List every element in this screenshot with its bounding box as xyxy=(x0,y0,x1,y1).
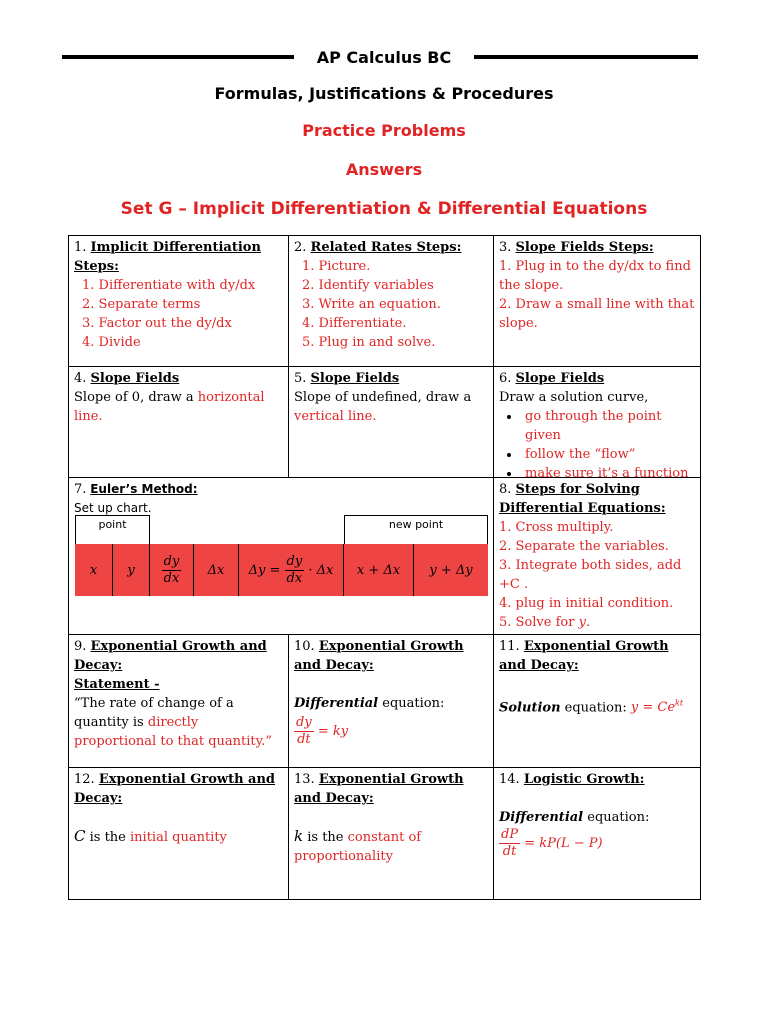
cell-text: Draw a solution curve, xyxy=(499,390,649,405)
euler-col-delta-y: Δy = $\frac{dy}{dx}$ · Δx xyxy=(239,544,344,596)
cell-answer: horizontal line. xyxy=(74,390,265,424)
cell-text: Set up chart. xyxy=(74,501,152,515)
practice-heading: Practice Problems xyxy=(302,121,466,140)
cell-number: 5. xyxy=(294,371,307,386)
cell-number: 4. xyxy=(74,371,87,386)
equation-label: Solution xyxy=(499,700,561,716)
list-item: 1. Picture. xyxy=(302,259,371,274)
cell-9 xyxy=(69,635,288,753)
cell-number: 10. xyxy=(294,639,315,654)
equation-answer: $y = Ce^{kt}$ xyxy=(630,699,684,716)
cell-title: Exponential Growth and Decay: xyxy=(499,639,669,673)
equation-label: Differential xyxy=(294,696,379,711)
cell-answer: initial quantity xyxy=(130,830,227,845)
cell-number: 9. xyxy=(74,639,87,654)
list-item: 5. Solve for y. xyxy=(499,615,591,630)
equation-answer: $\frac{dy}{dt}$ = ky xyxy=(296,715,349,747)
cell-text: “The rate of change of a quantity is xyxy=(74,696,234,730)
cell-5 xyxy=(289,367,493,428)
equation-label: Differential xyxy=(499,810,584,825)
cell-8 xyxy=(494,478,700,634)
list-item: 2. Separate the variables. xyxy=(499,539,669,554)
cell-title: Exponential Growth and Decay: xyxy=(74,772,276,806)
cell-number: 12. xyxy=(74,772,95,787)
cell-title: Exponential Growth and Decay: xyxy=(74,639,267,673)
euler-point-header: point xyxy=(75,515,150,545)
cell-title: Implicit Differentiation Steps: xyxy=(74,240,261,274)
euler-col-x-new: x + Δx xyxy=(344,544,414,596)
cell-title: Euler’s Method: xyxy=(90,482,198,496)
cell-answer: directly proportional to that quantity.” xyxy=(74,715,273,749)
cell-title: Logistic Growth: xyxy=(523,772,645,787)
cell-7 xyxy=(69,478,493,519)
cell-2 xyxy=(289,236,493,354)
euler-new-point-header: new point xyxy=(344,515,488,545)
list-item: 4. Divide xyxy=(82,335,141,350)
euler-col-delta-x: Δx xyxy=(194,544,239,596)
euler-col-y: y xyxy=(113,544,150,596)
cell-title: Slope Fields Steps: xyxy=(515,240,654,255)
list-item: 2. Identify variables xyxy=(302,278,434,293)
cell-number: 6. xyxy=(499,371,512,386)
page-subtitle: Formulas, Justifications & Procedures xyxy=(214,84,554,103)
cell-number: 11. xyxy=(499,639,520,654)
bullet-item: • follow the “flow” xyxy=(521,445,695,464)
cell-13: 13. Exponential Growth and Decay: k is the constant of proportionality xyxy=(294,772,464,864)
cell-1 xyxy=(69,236,288,354)
cell-text: Slope of 0, draw a xyxy=(74,390,194,405)
list-item: 3. Write an equation. xyxy=(302,297,441,312)
cell-answer: constant of proportionality xyxy=(294,830,422,864)
cell-number: 8. xyxy=(499,482,512,497)
euler-col-x: x xyxy=(75,544,113,596)
cell-title: Steps for Solving Differential Equations: xyxy=(499,482,666,516)
cell-6 xyxy=(494,367,700,485)
cell-number: 2. xyxy=(294,240,307,255)
cell-number: 14. xyxy=(499,772,520,787)
euler-col-y-new: y + Δy xyxy=(414,544,488,596)
page-title: AP Calculus BC xyxy=(316,48,452,67)
set-heading: Set G – Implicit Differentiation & Differential Equations xyxy=(120,199,648,219)
list-item: 4. Differentiate. xyxy=(302,316,407,331)
cell-title: Exponential Growth and Decay: xyxy=(294,639,464,673)
list-item: 1. Cross multiply. xyxy=(499,520,614,535)
cell-title: Exponential Growth and Decay: xyxy=(294,772,464,806)
cell-text: Slope of undefined, draw a xyxy=(294,390,472,405)
cell-number: 3. xyxy=(499,240,512,255)
cell-3 xyxy=(494,236,700,335)
cell-10: 10. Exponential Growth and Decay: Differential equation: $\frac{dy}{dt}$ = ky xyxy=(289,635,493,750)
list-item: 1. Plug in to the dy/dx to find the slope. xyxy=(499,259,691,293)
cell-number: 1. xyxy=(74,240,87,255)
cell-title: Slope Fields xyxy=(310,371,400,386)
list-item: 4. plug in initial condition. xyxy=(499,596,674,611)
equation-answer: $\frac{dP}{dt}$ = kP(L − P) xyxy=(501,827,603,859)
list-item: 3. Factor out the dy/dx xyxy=(82,316,232,331)
cell-number: 13. xyxy=(294,772,315,787)
cell-11: 11. Exponential Growth and Decay: Solution equation: $y = Ce^{kt}$ xyxy=(499,639,684,716)
answers-heading: Answers xyxy=(345,160,423,179)
list-item: 1. Differentiate with dy/dx xyxy=(82,278,256,293)
cell-title: Related Rates Steps: xyxy=(310,240,462,255)
euler-col-dydx: $\frac{dy}{dx}$ xyxy=(150,544,194,596)
list-item: 2. Separate terms xyxy=(82,297,201,312)
list-item: 5. Plug in and solve. xyxy=(302,335,436,350)
bullet-item: • make sure it’s a function xyxy=(521,464,695,483)
list-item: 3. Integrate both sides, add +C . xyxy=(499,558,682,592)
cell-title: Slope Fields xyxy=(90,371,180,386)
cell-subtitle: Statement - xyxy=(74,677,160,692)
list-item: 2. Draw a small line with that slope. xyxy=(499,297,695,331)
cell-14: 14. Logistic Growth: Differential equation: $\frac{dP}{dt}$ = kP(L − P) xyxy=(494,768,700,862)
cell-4 xyxy=(69,367,288,428)
cell-title: Slope Fields xyxy=(515,371,605,386)
cell-number: 7. xyxy=(74,482,87,497)
bullet-item: • go through the point given xyxy=(521,407,695,445)
cell-12: 12. Exponential Growth and Decay: C is the initial quantity xyxy=(74,772,276,845)
cell-answer: vertical line. xyxy=(294,409,377,424)
